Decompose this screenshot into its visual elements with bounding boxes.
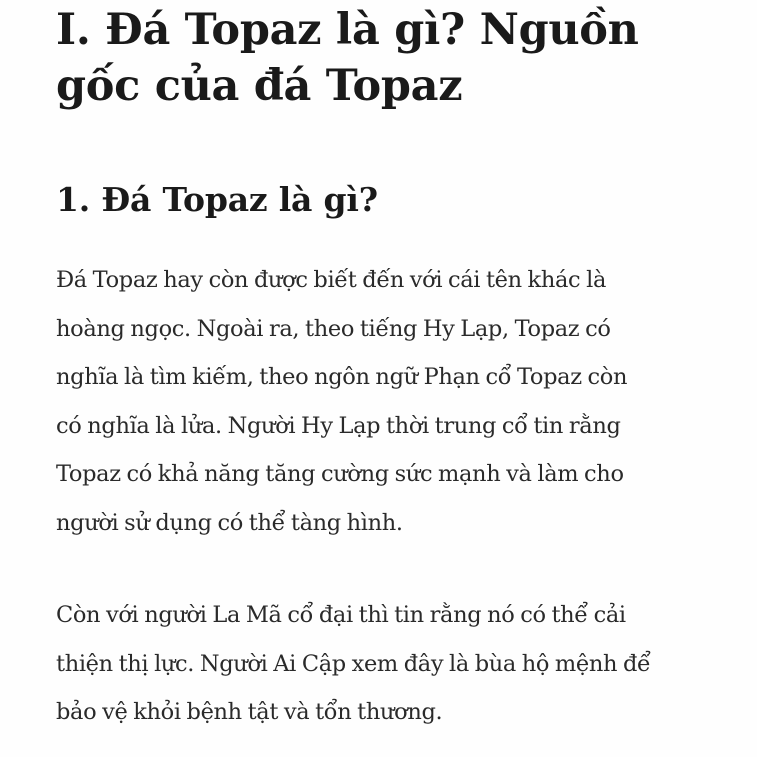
heading-line: gốc của đá Topaz: [56, 61, 463, 111]
paragraph-intro: [56, 256, 716, 547]
paragraph-line: hoàng ngọc. Ngoài ra, theo tiếng Hy Lạp, Topaz có: [56, 315, 611, 342]
paragraph-line: Đá Topaz hay còn được biết đến với cái tên khác là: [56, 267, 607, 293]
paragraph-line: có nghĩa là lửa. Người Hy Lạp thời trung cổ tin rằng: [56, 412, 621, 439]
paragraph-line: Còn với người La Mã cổ đại thì tin rằng nó có thể cải: [56, 602, 626, 628]
paragraph-history: [56, 591, 716, 737]
section-subheading: 1. Đá Topaz là gì?: [56, 180, 378, 219]
paragraph-line: thiện thị lực. Người Ai Cập xem đây là bùa hộ mệnh để: [56, 650, 651, 677]
heading-line: I. Đá Topaz là gì? Nguồn: [56, 5, 639, 55]
article-heading: [56, 2, 696, 114]
paragraph-line: bảo vệ khỏi bệnh tật và tổn thương.: [56, 699, 443, 725]
paragraph-line: nghĩa là tìm kiếm, theo ngôn ngữ Phạn cổ Topaz còn: [56, 364, 628, 390]
paragraph-line: Topaz có khả năng tăng cường sức mạnh và làm cho: [56, 461, 624, 487]
paragraph-line: người sử dụng có thể tàng hình.: [56, 509, 403, 536]
